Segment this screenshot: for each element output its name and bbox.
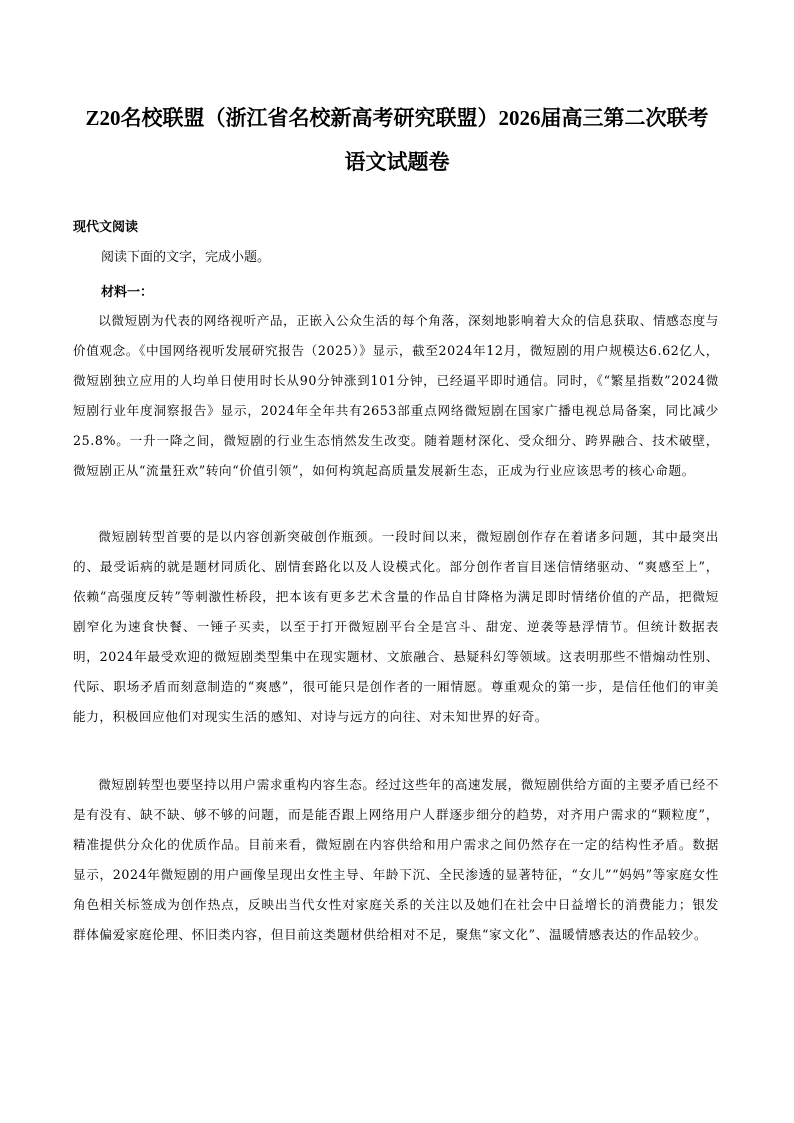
- body-paragraph-3: 微短剧转型也要坚持以用户需求重构内容生态。经过这些年的高速发展，微短剧供给方面的主要矛盾已经不是有没有、缺不缺、够不够的问题，而是能否跟上网络用户人群逐步细分的趋势，对齐用户需求的“颗粒度”，精准提供分众化的优质作品。目前来看，微短剧在内容供给和用户需求之间仍然存在一定的结构性矛盾。数据显示，2024年微短剧的用户画像呈现出女性主导、年龄下沉、全民渗透的显著特征，“女儿”“妈妈”等家庭女性角色相关标签成为创作热点，反映出当代女性对家庭关系的关注以及她们在社会中日益增长的消费能力；银发群体偏爱家庭伦理、怀旧类内容，但目前这类题材供给相对不足，聚焦“家文化”、温暖情感表达的作品较少。: [73, 777, 719, 942]
- reading-instruction: 阅读下面的文字，完成小题。: [101, 250, 271, 265]
- section-heading: 现代文阅读: [73, 220, 139, 235]
- material-label: 材料一：: [101, 285, 154, 300]
- exam-title-line2: 语文试题卷: [344, 150, 450, 174]
- body-paragraph-1: 以微短剧为代表的网络视听产品，正嵌入公众生活的每个角落，深刻地影响着大众的信息获取、情感态度与价值观念。《中国网络视听发展研究报告（2025）》显示，截至2024年12月，微短剧的用户规模达6.62亿人，微短剧独立应用的人均单日使用时长从90分钟涨到101分钟，已经逼平即时通信。同时，《“繁星指数”2024微短剧行业年度洞察报告》显示，2024年全年共有2653部重点网络微短剧在国家广播电视总局备案，同比减少25.8%。一升一降之间，微短剧的行业生态悄然发生改变。随着题材深化、受众细分、跨界融合、技术破壁，微短剧正从“流量狂欢”转向“价值引领”，如何构筑起高质量发展新生态，正成为行业应该思考的核心命题。: [73, 313, 719, 478]
- body-paragraph-2: 微短剧转型首要的是以内容创新突破创作瓶颈。一段时间以来，微短剧创作存在着诸多问题，其中最突出的、最受诟病的就是题材同质化、剧情套路化以及人设模式化。部分创作者盲目迷信情绪驱动、“爽感至上”，依赖“高强度反转”等刺激性桥段，把本该有更多艺术含量的作品自甘降格为满足即时情绪价值的产品，把微短剧窄化为速食快餐、一锤子买卖，以至于打开微短剧平台全是宫斗、甜宠、逆袭等悬浮情节。但统计数据表明，2024年最受欢迎的微短剧类型集中在现实题材、文旅融合、悬疑科幻等领域。这表明那些不惜煽动性别、代际、职场矛盾而刻意制造的“爽感”，很可能只是创作者的一厢情愿。尊重观众的第一步，是信任他们的审美能力，积极回应他们对现实生活的感知、对诗与远方的向往、对未知世界的好奇。: [73, 529, 719, 724]
- exam-title-line1: Z20名校联盟（浙江省名校新高考研究联盟）2026届高三第二次联考: [85, 106, 709, 130]
